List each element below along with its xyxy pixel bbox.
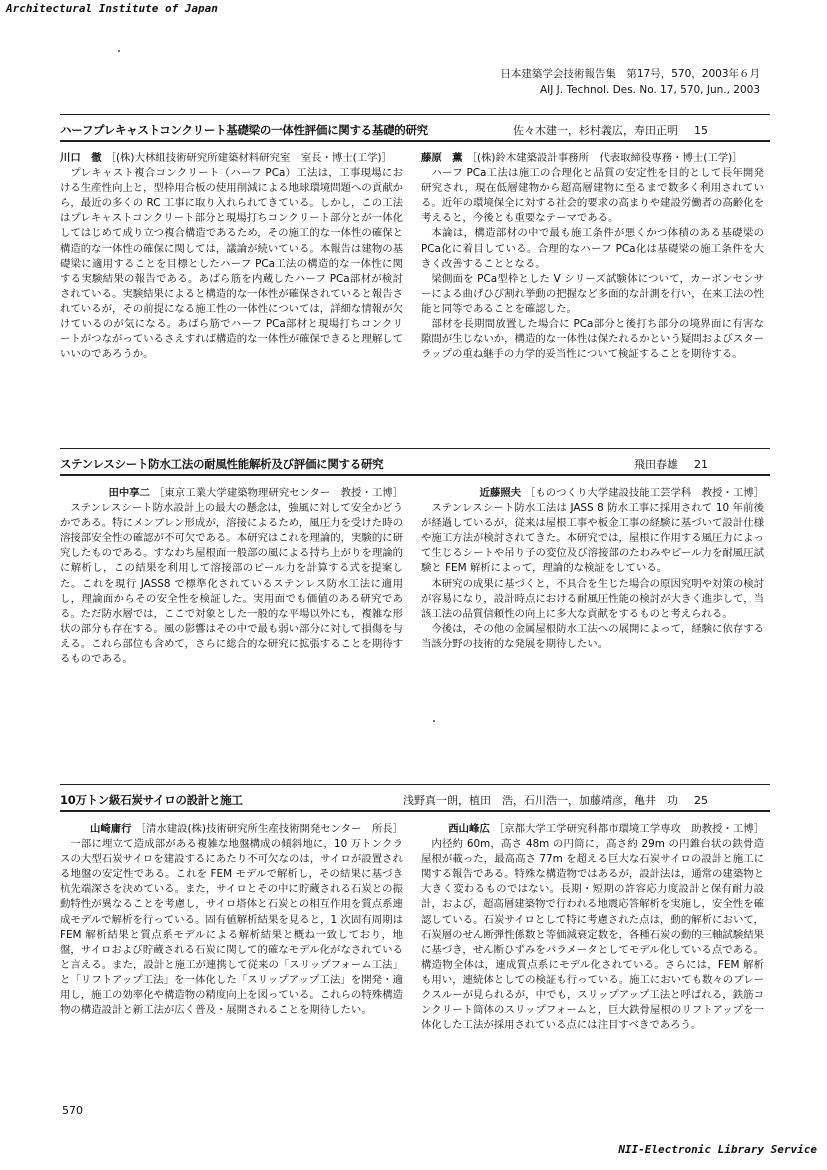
reviewer-name: 近藤照夫 [479,487,522,499]
review-paragraph: 本論は，構造部材の中で最も施工条件が悪くかつ体積のある基礎梁の PCa化に着目している。合理的なハーフ PCa化は基礎梁の施工条件を大きく改善することとなる。 [421,227,764,270]
section-1-review-right [421,151,764,362]
organization-header: Architectural Institute of Japan [6,2,218,15]
journal-info-english: AIJ J. Technol. Des. No. 17, 570, Jun., 2003 [539,84,760,96]
reviewer-name: 川口 徹 [60,152,102,164]
reviewer-name: 田中享二 [108,487,151,499]
reviewer-affiliation: ［ものつくり大学建設技能工芸学科 教授・工博］ [525,487,764,499]
section-1-page-ref: 15 [694,124,708,137]
section-1-authors [513,122,708,138]
review-paragraph: 内径約 60m，高さ 48m の円筒に，高さ約 29m の円錐台状の鉄骨造屋根が載った，最高高さ 77m を超える巨大な石炭サイロの設計と施工に関する報告である。特殊な構造物ではあるが，設計法は，通常の建築物と大きく変わるものではない。長期・短期の許容応力度設計と保有耐力設計，および，超高層建築物で行われる地震応答解析を実施し，安全性を確認している。石炭サイロとして特に考慮された点は，動的解析において，石炭層のせん断弾性係数と等価減衰定数を，各種石炭の動的三軸試験結果に基づき，せん断ひずみをパラメータとしてモデル化している点である。構造物全体は，連成質点系にモデル化されている。さらには，FEM 解析も用い，連続体としての検証も行っている。施工においても数々のブレークスルーが見られるが，中でも，スリップアップ工法と呼ばれる，鉄筋コンクリート筒体のスリップフォームと，巨大鉄骨屋根のリフトアップを一体化した工法が採用されている点には注目すべきであろう。 [421,838,764,1032]
scan-speck [118,50,120,52]
section-3-review-left [60,822,403,1018]
review-paragraph: プレキャスト複合コンクリート（ハーフ PCa）工法は，工事現場における生産性向上と，型枠用合板の使用削減による地球環境問題への貢献から，最近の多くの RC 工事に取り入れられてきている。しかし，この工法はプレキャストコンクリート部分と現場打ちコンクリート部分とが一体化してはじめて成り立つ複合構造であるため，その施工的な一体性の確保と構造的な一体性の確保に関しては，議論が続いている。本報告は建物の基礎梁に適用することを目標としたハーフ PCa工法の構造的な一体性に関する実験結果の報告である。あばら筋を内蔵したハーフ PCa部材が検討されている。実験結果によると構造的な一体性が確保されていると報告されているが，その前提になる施工性の一体性については，詳細な情報が欠けているのが気になる。あばら筋でハーフ PCa部材と現場打ちコンクリートがつながっているさえすれば構造的な一体性が確保できると理解していいのであろうか。 [60,167,403,361]
journal-info [500,66,760,98]
section-1-title: ハーフプレキャストコンクリート基礎梁の一体性評価に関する基礎的研究 [60,123,428,137]
section-1-title-underline [60,140,770,142]
section-2-author-names: 飛田春雄 [634,458,678,471]
section-2-page-ref: 21 [694,458,708,471]
section-2-authors [634,456,708,472]
review-paragraph: ステンレスシート防水設計上の最大の懸念は，強風に対して安全かどうかである。特にメンブレン形成が，溶接によるため，風圧力を受けた時の溶接部安全性の確認が不可欠である。本研究はこれを理論的，実験的に研究したものである。すなわち屋根面一般部の風による持ち上がりを理論的に解析し，この結果を利用して溶接部のピール力を計算する式を提案した。これを現行 JASS8 で標準化されているステンレス防水工法に適用し，理論面からその安全性を検証した。実用面でも価値のある研究である。ただ防水層では，ここで対象とした一般的な平場以外にも，複雑な形状の部分も存在する。風の影響はその中で最も弱い部分に対して損傷を与える。これら部位も含めて，さらに総合的な研究に拡張することを期待するものである。 [60,502,403,666]
reviewer-name: 山崎庸行 [89,823,132,835]
section-1-title-bar [60,114,770,141]
section-3-title: 10万トン級石炭サイロの設計と施工 [60,793,243,807]
review-paragraph: 一部に埋立て造成部がある複雑な地盤構成の傾斜地に，10 万トンクラスの大型石炭サイロを建設するにあたり不可欠なのは，サイロが設置される地盤の安定性である。これを FEM モデルで解析し，その結果に基づき杭先端深さを決めている。また，サイロとその中に貯蔵される石炭との振動特性が異なることを考慮し，サイロ塔体と石炭との相互作用を質点系連成モデルで解析を行っている。固有値解析結果を見ると，1 次固有周期は FEM 解析結果と質点系モデルによる解析結果と概ね一致しており，地盤，サイロおよび貯蔵される石炭に関して的確なモデル化がなされていると言える。また，設計と施工が連携して従来の「スリップフォーム工法」と「リフトアップ工法」を一体化した「スリップアップ工法」を開発・適用し，施工の効率化や構造物の精度向上を図っている。これらの特殊構造物の構造設計と新工法が広く普及・展開されることを期待したい。 [60,838,403,1017]
reviewer-byline [60,822,403,837]
review-paragraph: ハーフ PCa工法は施工の合理化と品質の安定性を目的として長年開発研究され，現在低層建物から超高層建物に至るまで数多く利用されている。近年の環境保全に対する社会的要求の高まりや建設労働者の高齢化を考えると，今後とも重要なテーマである。 [421,167,764,225]
review-paragraph: 梁側面を PCa型枠とした V シリーズ試験体について，カーボンセンサーによる曲げひび割れ挙動の把握など多面的な計測を行い，在来工法の性能と同等であることを確認した。 [421,272,764,315]
section-3-page-ref: 25 [694,794,708,807]
review-paragraph: 部材を長期間放置した場合に PCa部分と後打ち部分の境界面に有害な隙間が生じないか，構造的な一体性は保たれるかという疑問およびスターラップの重ね継手の力学的妥当性について検証することを期待する。 [421,318,764,361]
section-3-author-names: 浅野真一朗，植田 浩，石川浩一，加藤靖彦，亀井 功 [403,794,678,807]
reviewer-byline [60,486,403,501]
reviewer-affiliation: ［清水建設(株)技術研究所生産技術開発センター 所長］ [135,823,403,835]
section-2-review-left [60,486,403,667]
section-1-review-left [60,151,403,362]
reviewer-name: 西山峰広 [448,823,490,835]
section-2-title-bar [60,448,770,475]
section-2-title-underline [60,474,770,476]
section-3-title-underline [60,810,770,812]
reviewer-byline [421,822,764,837]
section-3-review-right [421,822,764,1033]
reviewer-affiliation: ［京都大学工学研究科都市環境工学専攻 助教授・工博］ [493,823,764,835]
reviewer-byline [421,151,764,166]
reviewer-affiliation: ［(株)大林組技術研究所建築材料研究室 室長・博士(工学)］ [105,152,392,164]
section-2-title: ステンレスシート防水工法の耐風性能解析及び評価に関する研究 [60,457,384,471]
journal-info-japanese: 日本建築学会技術報告集 第17号，570，2003年６月 [500,68,760,80]
review-paragraph: 今後は，その他の金属屋根防水工法への展開によって，経験に依存する当該分野の技術的な発展を期待したい。 [421,622,764,650]
reviewer-affiliation: ［(株)鈴木建築設計事務所 代表取締役専務・博士(工学)］ [466,152,743,164]
reviewer-name: 藤原 薫 [421,152,463,164]
reviewer-byline [60,151,403,166]
footer-service-label: NII-Electronic Library Service [618,1143,817,1156]
scan-speck [433,720,435,722]
reviewer-byline [421,486,764,501]
review-paragraph: 本研究の成果に基づくと，不具合を生じた場合の原因究明や対策の検討が容易になり，設計時点における耐風圧性能の検討が大きく進歩して，当該工法の品質信頼性の向上に多大な貢献をするものと考えられる。 [421,577,764,620]
reviewer-affiliation: ［東京工業大学建築物理研究センター 教授・工博］ [154,487,403,499]
section-3-title-bar [60,784,770,811]
section-2-review-right [421,486,764,652]
review-paragraph: ステンレスシート防水工法は JASS 8 防水工事に採用されて 10 年前後が経過しているが，従来は屋根工事や板金工事の経験に基づいて設計仕様や施工方法が検討されてきた。本研究では，屋根に作用する風圧力によって生じるシートや吊り子の変位及び溶接部のたわみやピール力を耐風圧試験と FEM 解析によって，理論的な検証をしている。 [421,502,764,575]
section-3-authors [403,792,708,808]
section-1-author-names: 佐々木建一，杉村義広，寿田正明 [513,124,678,137]
page-number: 570 [62,1104,83,1117]
